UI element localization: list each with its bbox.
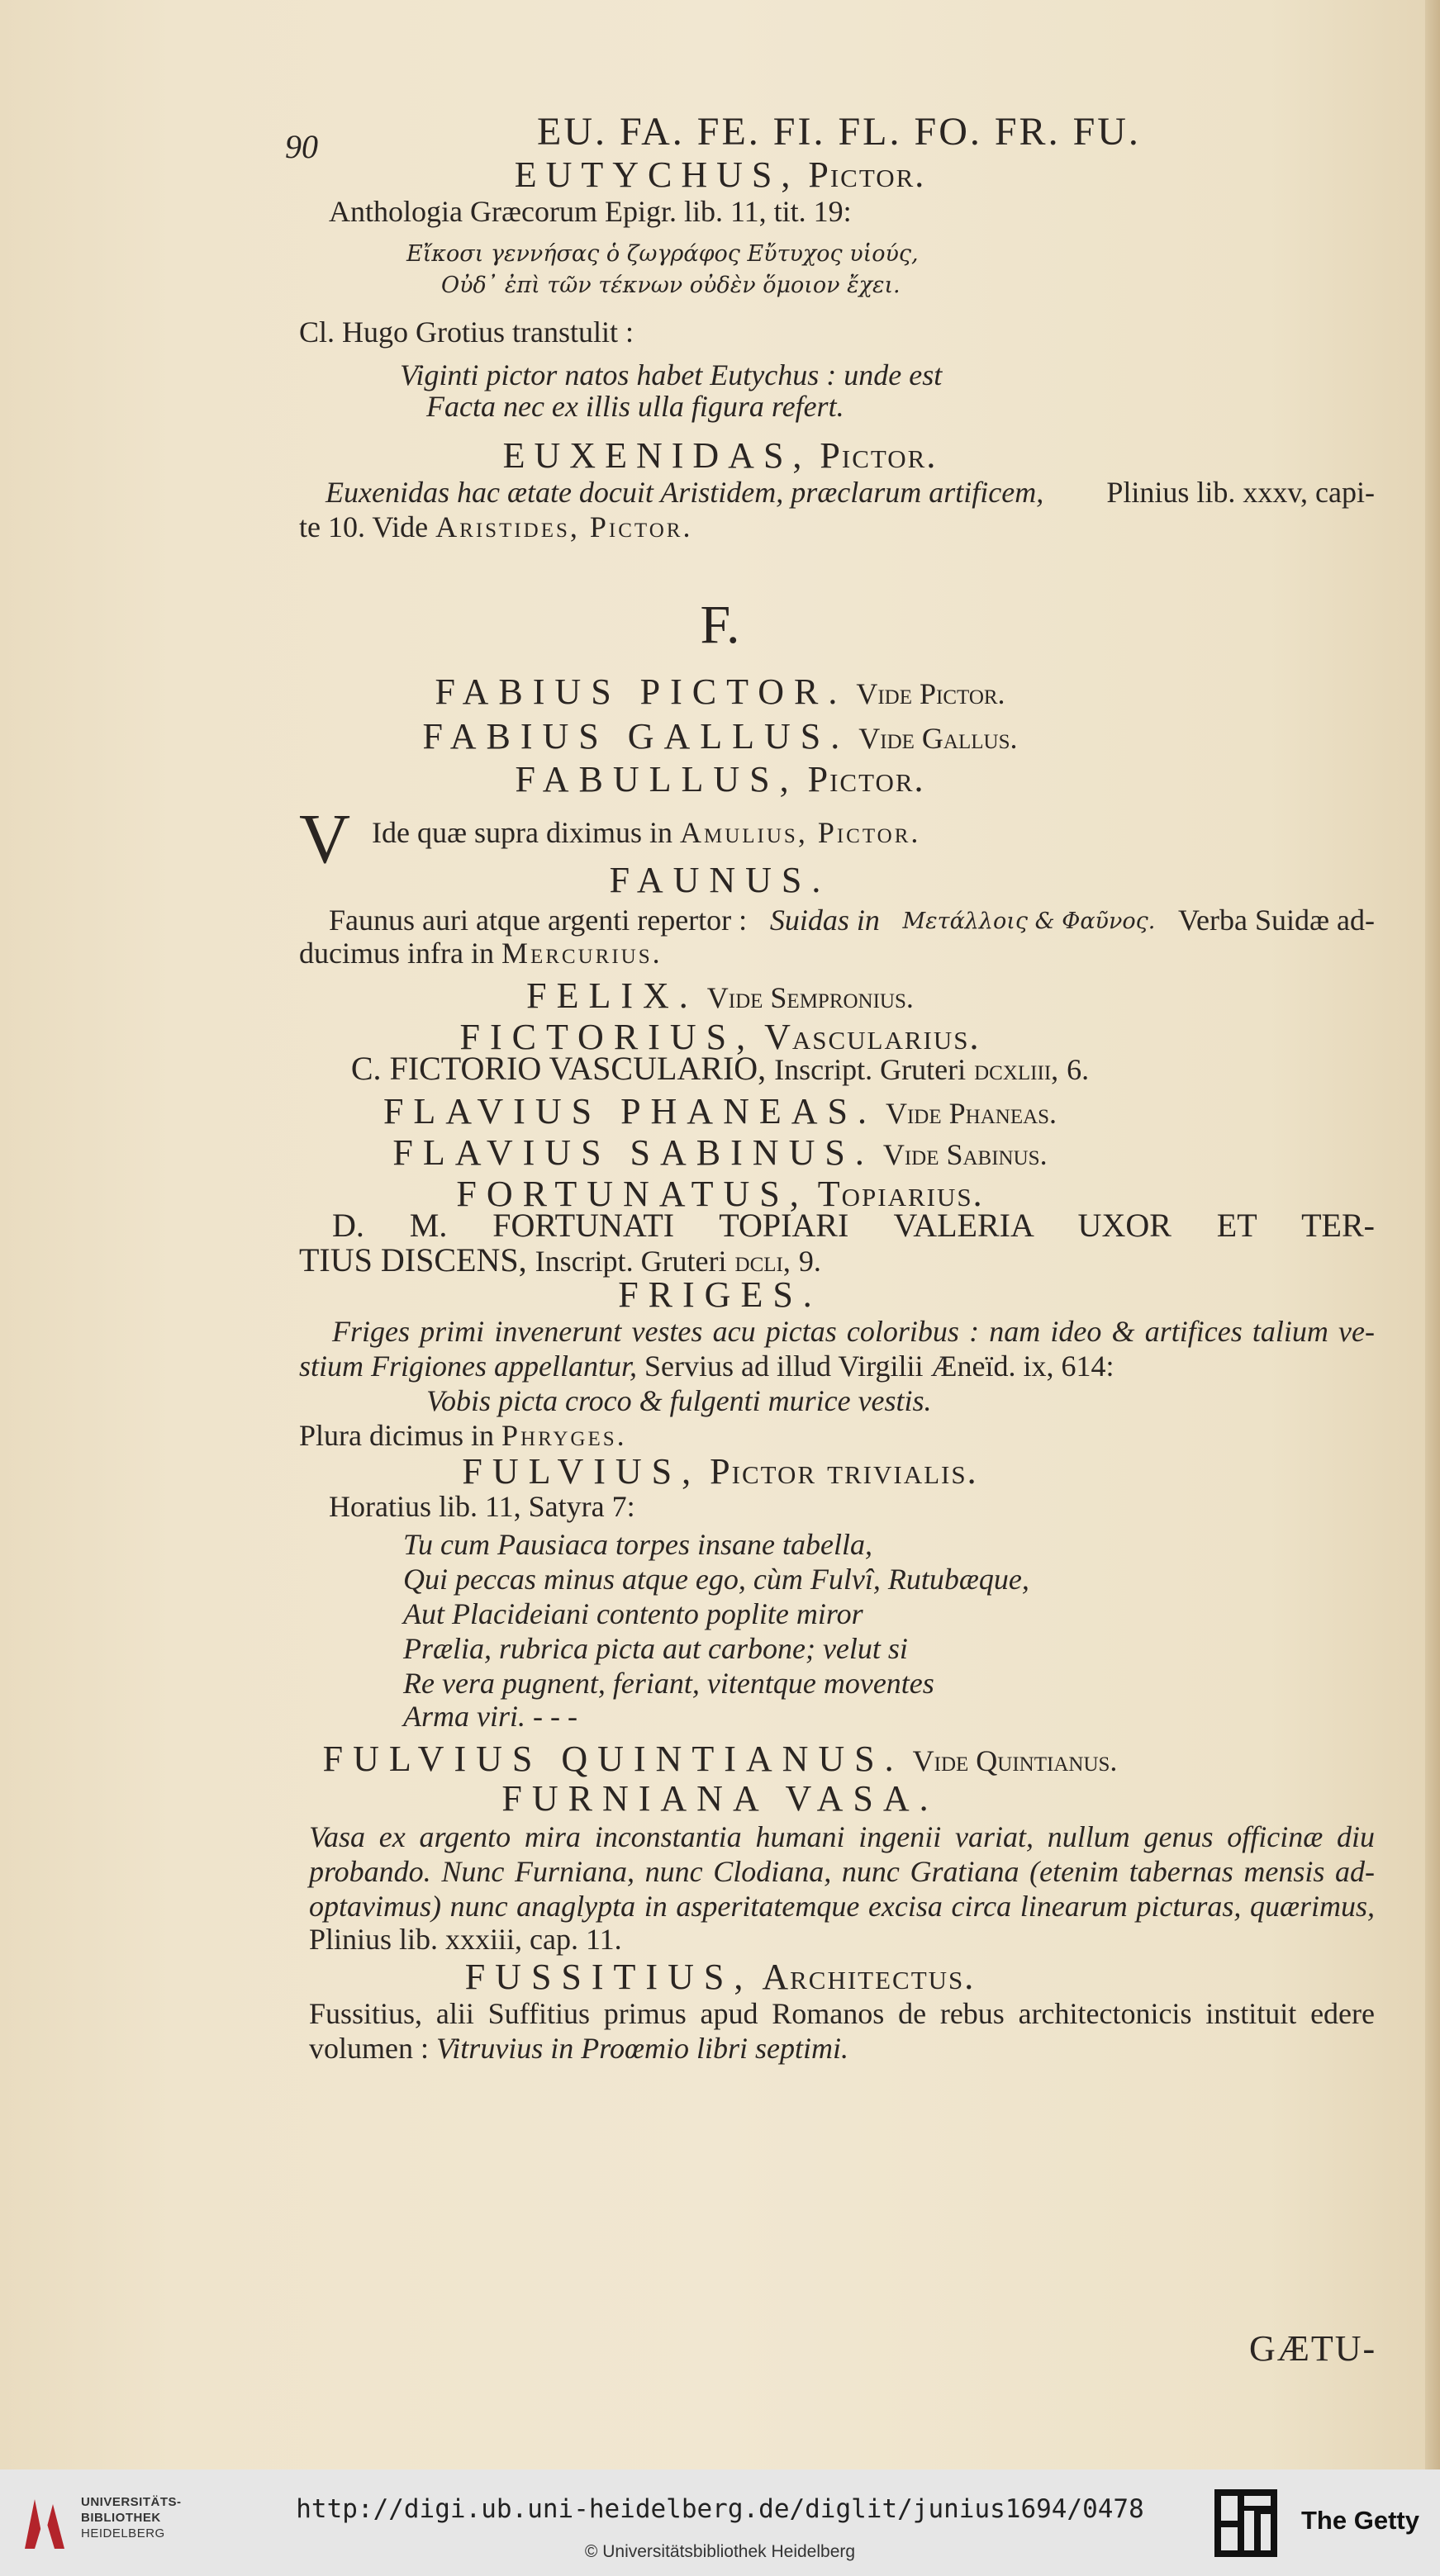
- latin-verse-line: Facta nec ex illis ulla figura refert.: [426, 390, 844, 423]
- latin-verse-line: Qui peccas minus atque ego, cùm Fulvî, Rutubæque,: [403, 1563, 1029, 1596]
- library-name-line: HEIDELBERG: [81, 2526, 165, 2540]
- roman-numeral: dcxliii,: [974, 1053, 1059, 1086]
- text-line: [299, 512, 692, 542]
- text-line: [299, 1421, 627, 1450]
- cross-reference: Phryges.: [501, 1419, 627, 1452]
- latin-verse-line: Prælia, rubrica picta aut carbone; velut si: [403, 1632, 908, 1665]
- text-roman: ducimus infra in: [299, 937, 494, 970]
- text-line: optavimus) nunc anaglypta in asperitatemque excisa circa linearum picturas, quærimus,: [309, 1890, 1375, 1923]
- text-line: Cl. Hugo Grotius transtulit :: [299, 315, 634, 349]
- entry-heading-faunus: FAUNUS.: [609, 860, 831, 900]
- source-line: Anthologia Græcorum Epigr. lib. 11, tit. 19:: [329, 195, 852, 228]
- heading-name: FLAVIUS SABINUS.: [392, 1132, 874, 1173]
- latin-verse-line: Viginti pictor natos habet Eutychus : unde est: [400, 358, 943, 391]
- heading-name: FUSSITIUS,: [464, 1957, 753, 1997]
- text-line: Vasa ex argento mira inconstantia humani ingenii variat, nullum genus officinæ diu: [309, 1820, 1375, 1853]
- entry-heading-friges: FRIGES.: [618, 1274, 822, 1315]
- heading-name: FABULLUS,: [515, 759, 799, 799]
- inscription-line: [0, 1052, 1440, 1085]
- source-line: Horatius lib. 11, Satyra 7:: [329, 1490, 635, 1523]
- cross-reference: Vide Sabinus.: [882, 1138, 1048, 1171]
- permalink-link[interactable]: http://digi.ub.uni-heidelberg.de/diglit/junius1694/0478: [296, 2494, 1144, 2524]
- entry-heading-fabius-gallus: [0, 716, 1440, 757]
- entry-heading-fabius-pictor: [0, 671, 1440, 712]
- heading-name: FORTUNATUS,: [456, 1174, 809, 1214]
- entry-heading-flavius-sabinus: [0, 1132, 1440, 1173]
- text-italic: Suidas in: [769, 904, 880, 937]
- cross-reference: Vide Sempronius.: [706, 981, 914, 1014]
- drop-initial: V: [299, 799, 351, 878]
- latin-verse-line: Re vera pugnent, feriant, vitentque moventes: [403, 1667, 934, 1700]
- greek-verse-line: Οὐδ᾽ ἐπὶ τῶν τέκνων οὐδὲν ὅμοιον ἔχει.: [441, 273, 901, 298]
- text-roman: Plinius lib. xxxv, capi-: [1106, 476, 1375, 509]
- heading-role: Pictor.: [820, 435, 938, 476]
- catchword: GÆTU-: [1249, 2328, 1377, 2369]
- entry-heading-fulvius: [0, 1451, 1440, 1492]
- text-line: [329, 905, 1375, 935]
- heading-name: FULVIUS,: [462, 1451, 701, 1492]
- latin-verse-line: Tu cum Pausiaca torpes insane tabella,: [403, 1528, 872, 1561]
- heading-name: FABIUS GALLUS.: [422, 716, 850, 757]
- text-line: probando. Nunc Furniana, nunc Clodiana, nunc Gratiana (etenim tabernas mensis ad-: [309, 1855, 1375, 1888]
- entry-heading-eutychus: [0, 154, 1440, 195]
- section-letter: F.: [700, 595, 740, 655]
- heading-name: EUXENIDAS,: [502, 435, 811, 476]
- latin-verse-line: Aut Placideiani contento poplite miror: [403, 1597, 863, 1630]
- text-line: [309, 2033, 848, 2063]
- heading-name: FLAVIUS PHANEAS.: [383, 1091, 877, 1131]
- heading-name: FICTORIUS,: [459, 1017, 756, 1057]
- copyright-notice: © Universitätsbibliothek Heidelberg: [584, 2542, 856, 2561]
- greek-verse-line: Εἴκοσι γεννήσας ὁ ζωγράφος Εὔτυχος υἱούς,: [406, 241, 919, 267]
- library-name-line: UNIVERSITÄTS-: [81, 2495, 182, 2509]
- greek-text: Μετάλλοις & Φαῦνος.: [902, 908, 1156, 934]
- entry-heading-flavius-phaneas: [0, 1093, 1440, 1130]
- heading-role: Pictor.: [808, 154, 926, 195]
- inscription-text: C. FICTORIO VASCULARIO,: [350, 1050, 767, 1087]
- library-name-line: BIBLIOTHEK: [81, 2511, 161, 2525]
- text-roman: volumen :: [309, 2032, 429, 2065]
- viewer-footer: [0, 2469, 1440, 2576]
- latin-verse-line: Arma viri. - - -: [403, 1700, 577, 1733]
- heading-role: Topiarius.: [817, 1174, 984, 1214]
- latin-verse-line: Vobis picta croco & fulgenti murice vestis.: [426, 1384, 932, 1417]
- entry-heading-furniana-vasa: FURNIANA VASA.: [501, 1778, 939, 1819]
- text-italic: Euxenidas hac ætate docuit Aristidem, præclarum artificem,: [326, 476, 1044, 509]
- text-line: Plinius lib. xxxiii, cap. 11.: [309, 1923, 622, 1956]
- entry-heading-felix: [0, 975, 1440, 1016]
- page-number: 90: [285, 128, 318, 165]
- text-roman: Faunus auri atque argenti repertor :: [329, 904, 748, 937]
- heading-name: FULVIUS QUINTIANUS.: [322, 1739, 904, 1779]
- inscription-text: TIUS DISCENS,: [299, 1241, 527, 1279]
- text-italic: Vitruvius in Proœmio libri septimi.: [435, 2032, 848, 2065]
- page-edge: [1425, 0, 1440, 2469]
- heading-role: Pictor.: [807, 759, 925, 799]
- text-roman: 6.: [1067, 1053, 1090, 1086]
- cross-reference: Mercurius.: [501, 937, 663, 970]
- text-roman: 9.: [798, 1245, 821, 1278]
- text-roman: Servius ad illud Virgilii Æneïd. ix, 614:: [644, 1350, 1114, 1383]
- heading-role: Vascularius.: [764, 1017, 981, 1057]
- text-line: Fussitius, alii Suffitius primus apud Romanos de rebus architectonicis instituit edere: [309, 1997, 1375, 2030]
- entry-heading-fussitius: [0, 1959, 1440, 1995]
- text-roman: Ide quæ supra diximus in: [372, 816, 672, 849]
- heading-role: Architectus.: [762, 1957, 976, 1997]
- partner-name: The Getty: [1301, 2506, 1419, 2535]
- text-roman: te 10. Vide: [299, 510, 429, 543]
- cross-reference: Vide Gallus.: [858, 722, 1018, 755]
- text-roman: Inscript. Gruteri: [535, 1245, 727, 1278]
- cross-reference: Amulius, Pictor.: [679, 816, 921, 849]
- text-roman: Verba Suidæ ad-: [1178, 904, 1375, 937]
- inscription-line: [299, 1241, 821, 1279]
- text-roman: Plura dicimus in: [299, 1419, 494, 1452]
- entry-heading-fabullus: [0, 761, 1440, 798]
- getty-logo-icon: [1214, 2489, 1277, 2557]
- text-roman: Inscript. Gruteri: [774, 1053, 967, 1086]
- text-line: Friges primi invenerunt vestes acu pictas coloribus : nam ideo & artifices talium ve-: [332, 1315, 1375, 1348]
- roman-numeral: dcli,: [734, 1245, 791, 1278]
- text-line: [299, 1351, 1114, 1381]
- heading-name: EUTYCHUS,: [514, 154, 800, 195]
- text-line: [326, 477, 1375, 507]
- heading-name: FABIUS PICTOR.: [435, 671, 848, 712]
- entry-heading-euxenidas: [0, 435, 1440, 476]
- heading-role: Pictor trivialis.: [710, 1451, 978, 1492]
- inscription-line: D. M. FORTUNATI TOPIARI VALERIA UXOR ET TER-: [332, 1207, 1375, 1244]
- text-line: [372, 818, 920, 847]
- text-line: [299, 938, 663, 968]
- text-italic: stium Frigiones appellantur,: [299, 1350, 638, 1383]
- cross-reference: Vide Quintianus.: [912, 1744, 1118, 1777]
- cross-reference: Vide Pictor.: [856, 677, 1005, 710]
- cross-reference: Aristides, Pictor.: [435, 510, 693, 543]
- cross-reference: Vide Phaneas.: [885, 1097, 1057, 1130]
- heading-name: FELIX.: [526, 975, 698, 1016]
- running-head: EU. FA. FE. FI. FL. FO. FR. FU.: [537, 110, 1141, 154]
- entry-heading-fulvius-quintianus: [0, 1741, 1440, 1777]
